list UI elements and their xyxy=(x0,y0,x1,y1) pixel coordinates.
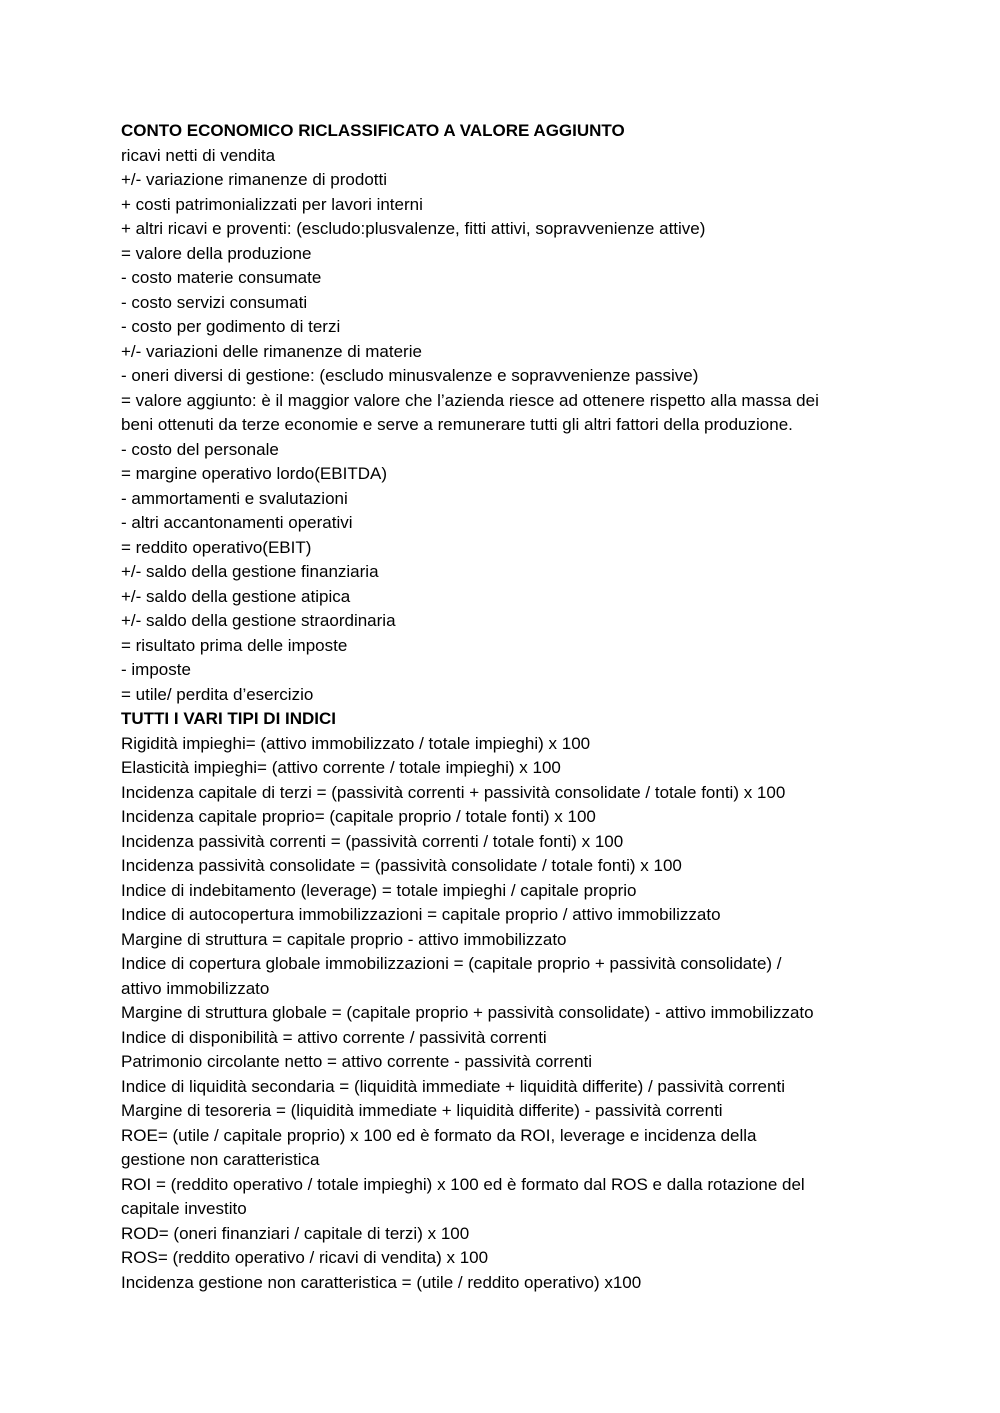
text-line: Indice di indebitamento (leverage) = totale impieghi / capitale proprio xyxy=(121,880,637,900)
text-line: = risultato prima delle imposte xyxy=(121,635,348,655)
text-line: Incidenza passività correnti = (passività correnti / totale fonti) x 100 xyxy=(121,831,624,851)
text-line: = valore della produzione xyxy=(121,243,312,263)
text-line: +/- saldo della gestione straordinaria xyxy=(121,611,396,630)
text-line: = reddito operativo(EBIT) xyxy=(121,537,312,557)
text-line: - imposte xyxy=(121,660,191,679)
text-line: Margine di struttura = capitale proprio - attivo immobilizzato xyxy=(121,929,567,949)
text-line: +/- variazioni delle rimanenze di materie xyxy=(121,341,422,361)
text-line: +/- variazione rimanenze di prodotti xyxy=(121,170,387,189)
text-line: Incidenza passività consolidate = (passività consolidate / totale fonti) x 100 xyxy=(121,856,682,875)
document-page xyxy=(121,119,891,1295)
section-indici xyxy=(121,707,891,1295)
text-line: gestione non caratteristica xyxy=(121,1150,320,1169)
section-conto-economico xyxy=(121,119,891,707)
text-line: - costo del personale xyxy=(121,439,279,459)
text-line: Elasticità impieghi= (attivo corrente / totale impieghi) x 100 xyxy=(121,758,561,777)
text-line: Incidenza capitale di terzi = (passività correnti + passività consolidate / totale fonti) x 100 xyxy=(121,782,786,802)
text-line: - ammortamenti e svalutazioni xyxy=(121,488,348,508)
text-line: Incidenza capitale proprio= (capitale proprio / totale fonti) x 100 xyxy=(121,807,596,826)
text-line: Indice di autocopertura immobilizzazioni = capitale proprio / attivo immobilizzato xyxy=(121,905,721,924)
text-line: Incidenza gestione non caratteristica = (utile / reddito operativo) x100 xyxy=(121,1272,642,1292)
text-line: beni ottenuti da terze economie e serve a remunerare tutti gli altri fattori della produzione. xyxy=(121,415,793,434)
text-line: ROI = (reddito operativo / totale impieghi) x 100 ed è formato dal ROS e dalla rotazione del xyxy=(121,1174,805,1194)
text-line: Margine di struttura globale = (capitale proprio + passività consolidate) - attivo immobilizzato xyxy=(121,1003,814,1022)
text-line: ROD= (oneri finanziari / capitale di terzi) x 100 xyxy=(121,1223,470,1243)
text-line: - altri accantonamenti operativi xyxy=(121,513,353,532)
text-line: - costo materie consumate xyxy=(121,268,322,287)
text-line: Indice di copertura globale immobilizzazioni = (capitale proprio + passività consolidate) / xyxy=(121,954,782,973)
text-line: - costo per godimento di terzi xyxy=(121,317,341,336)
text-line: - oneri diversi di gestione: (escludo minusvalenze e sopravvenienze passive) xyxy=(121,366,699,385)
text-line: +/- saldo della gestione finanziaria xyxy=(121,562,379,581)
text-line: attivo immobilizzato xyxy=(121,978,270,998)
text-line: - costo servizi consumati xyxy=(121,292,308,312)
section-heading: CONTO ECONOMICO RICLASSIFICATO A VALORE AGGIUNTO xyxy=(121,121,625,140)
text-line: Rigidità impieghi= (attivo immobilizzato / totale impieghi) x 100 xyxy=(121,733,591,753)
text-line: +/- saldo della gestione atipica xyxy=(121,586,351,606)
section-heading: TUTTI I VARI TIPI DI INDICI xyxy=(121,709,337,728)
text-line: Patrimonio circolante netto = attivo corrente - passività correnti xyxy=(121,1052,593,1071)
text-line: ricavi netti di vendita xyxy=(121,145,276,165)
text-line: = utile/ perdita d’esercizio xyxy=(121,684,314,704)
text-line: Indice di disponibilità = attivo corrente / passività correnti xyxy=(121,1027,547,1047)
text-line: + altri ricavi e proventi: (escludo:plusvalenze, fitti attivi, sopravvenienze attive) xyxy=(121,219,706,238)
text-line: Indice di liquidità secondaria = (liquidità immediate + liquidità differite) / passività correnti xyxy=(121,1076,785,1096)
text-line: capitale investito xyxy=(121,1199,247,1218)
text-line: = margine operativo lordo(EBITDA) xyxy=(121,464,387,483)
text-line: Margine di tesoreria = (liquidità immediate + liquidità differite) - passività correnti xyxy=(121,1101,723,1120)
text-line: ROS= (reddito operativo / ricavi di vendita) x 100 xyxy=(121,1248,489,1267)
text-line: = valore aggiunto: è il maggior valore che l’azienda riesce ad ottenere rispetto alla massa dei xyxy=(121,390,819,410)
text-line: ROE= (utile / capitale proprio) x 100 ed è formato da ROI, leverage e incidenza della xyxy=(121,1125,757,1145)
text-line: + costi patrimonializzati per lavori interni xyxy=(121,194,423,214)
